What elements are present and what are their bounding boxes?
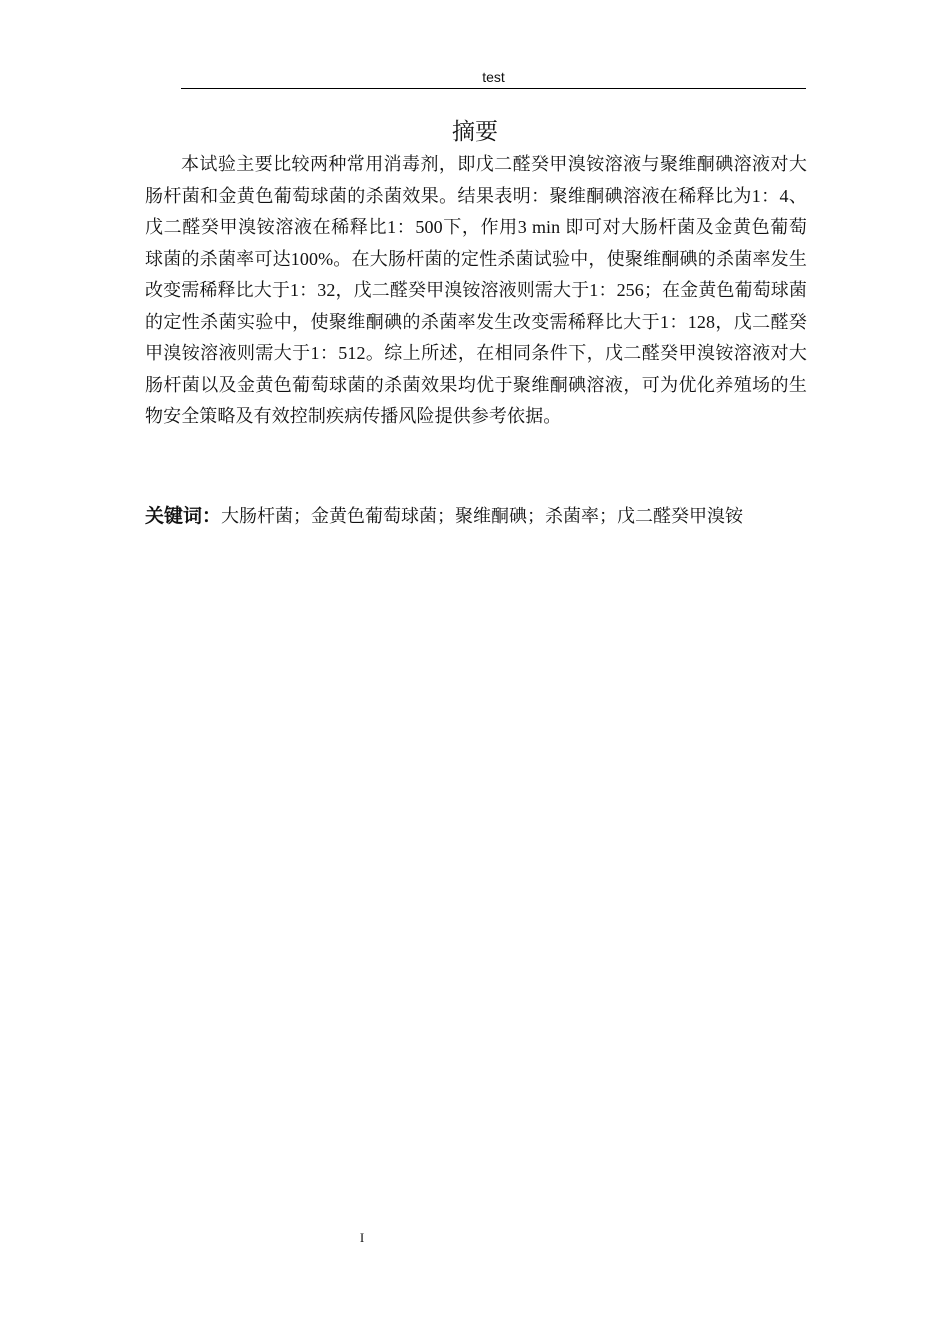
- keywords-line: [145, 500, 807, 532]
- abstract-body: 本试验主要比较两种常用消毒剂，即戊二醛癸甲溴铵溶液与聚维酮碘溶液对大肠杆菌和金黄色葡萄球菌的杀菌效果。结果表明：聚维酮碘溶液在稀释比为1：4、戊二醛癸甲溴铵溶液在稀释比1：500下，作用3 min 即可对大肠杆菌及金黄色葡萄球菌的杀菌率可达100%。在大肠杆菌的定性杀菌试验中，使聚维酮碘的杀菌率发生改变需稀释比大于1：32，戊二醛癸甲溴铵溶液则需大于1：256；在金黄色葡萄球菌的定性杀菌实验中，使聚维酮碘的杀菌率发生改变需稀释比大于1：128，戊二醛癸甲溴铵溶液则需大于1：512。综上所述，在相同条件下，戊二醛癸甲溴铵溶液对大肠杆菌以及金黄色葡萄球菌的杀菌效果均优于聚维酮碘溶液，可为优化养殖场的生物安全策略及有效控制疾病传播风险提供参考依据。: [145, 154, 807, 426]
- keywords-label: 关键词：: [145, 505, 222, 527]
- keywords-value: 大肠杆菌；金黄色葡萄球菌；聚维酮碘；杀菌率；戊二醛癸甲溴铵: [221, 506, 744, 526]
- page-header: test: [482, 69, 505, 85]
- page-number: I: [359, 1230, 365, 1245]
- abstract-title: 摘要: [452, 119, 498, 145]
- header-divider: [181, 88, 806, 89]
